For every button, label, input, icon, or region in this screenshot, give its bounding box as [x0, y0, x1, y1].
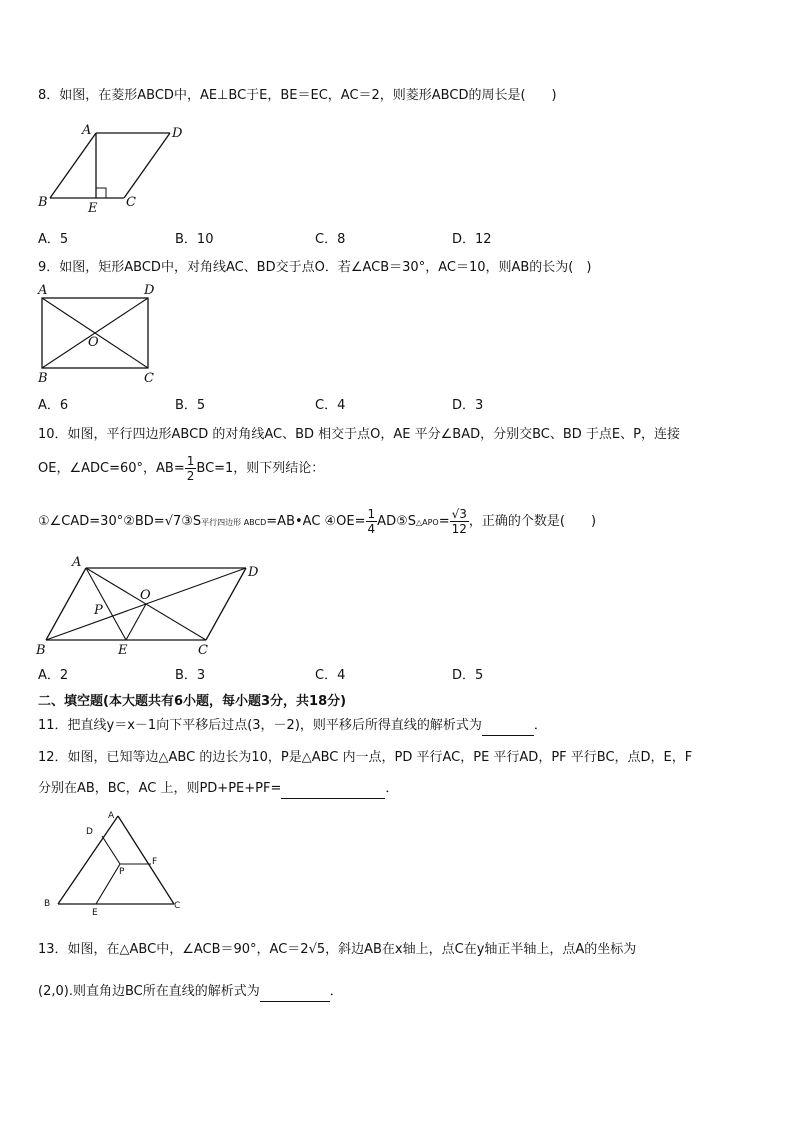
label-C: C	[144, 371, 154, 386]
question-8-text: 8．如图，在菱形ABCD中，AE⊥BC于E，BE＝EC，AC＝2，则菱形ABCD的周长是( )	[38, 88, 557, 103]
question-12-triangle-figure	[36, 808, 186, 918]
option-c: C．4	[315, 398, 346, 413]
label-B: B	[36, 643, 46, 658]
question-9-options	[38, 394, 738, 414]
label-D: D	[248, 565, 259, 580]
option-d: D．5	[452, 668, 484, 683]
label-C: C	[174, 901, 181, 911]
question-13-line1: 13．如图，在△ABC中，∠ACB＝90°，AC＝2√5，斜边AB在x轴上，点C在y轴正半轴上，点A的坐标为	[38, 942, 637, 957]
option-b: B．5	[175, 398, 206, 413]
question-10-options	[38, 664, 738, 684]
answer-blank-12[interactable]	[281, 784, 385, 799]
question-9-text: 9．如图，矩形ABCD中，对角线AC、BD交于点O．若∠ACB＝30°，AC＝10，则AB的长为( )	[38, 260, 592, 275]
label-B: B	[44, 899, 51, 909]
label-A: A	[38, 283, 48, 298]
question-9-rectangle-figure	[30, 282, 170, 388]
question-12-line2: 分别在AB，BC，AC 上，则PD+PE+PF= ．	[38, 779, 398, 799]
option-a: A．6	[38, 398, 69, 413]
question-11: 11．把直线y＝x－1向下平移后过点(3，－2)，则平移后所得直线的解析式为 ．	[38, 716, 547, 736]
label-D: D	[144, 283, 155, 298]
question-8-options	[38, 228, 738, 248]
label-A: A	[82, 123, 92, 138]
fraction-one-half: $\frac{1}{2}$	[186, 454, 195, 483]
option-d: D．12	[452, 232, 492, 247]
answer-blank-11[interactable]	[482, 721, 534, 736]
label-F: F	[152, 857, 158, 867]
label-P: P	[119, 867, 125, 877]
label-E: E	[118, 643, 128, 658]
question-8-rhombus-figure	[30, 118, 200, 218]
answer-blank-13[interactable]	[260, 987, 330, 1002]
option-c: C．4	[315, 668, 346, 683]
option-a: A．2	[38, 668, 69, 683]
label-B: B	[38, 195, 48, 210]
label-B: B	[38, 371, 48, 386]
option-b: B．3	[175, 668, 206, 683]
label-A: A	[72, 555, 82, 570]
option-b: B．10	[175, 232, 214, 247]
label-E: E	[92, 908, 98, 918]
question-10-line2: OE，∠ADC=60°，AB= $\frac{1}{2}$ BC=1，则下列结论：	[38, 454, 325, 483]
label-C: C	[198, 643, 208, 658]
option-d: D．3	[452, 398, 484, 413]
question-10-line1: 10．如图，平行四边形ABCD 的对角线AC、BD 相交于点O，AE 平分∠BAD，分别交BC、BD 于点E、P，连接	[38, 427, 680, 442]
label-E: E	[88, 201, 98, 216]
label-O: O	[88, 335, 99, 350]
label-O: O	[140, 588, 151, 603]
option-c: C．8	[315, 232, 346, 247]
section-2-heading: 二、填空题(本大题共有6小题，每小题3分，共18分)	[38, 694, 347, 709]
label-C: C	[126, 195, 136, 210]
question-10-parallelogram-figure	[30, 552, 270, 660]
option-a: A．5	[38, 232, 69, 247]
fraction-one-quarter: $\frac{1}{4}$	[367, 507, 376, 536]
label-D: D	[172, 126, 183, 141]
label-A: A	[108, 811, 115, 821]
question-13-line2: (2,0).则直角边BC所在直线的解析式为 ．	[38, 982, 343, 1002]
fraction-sqrt3-over-12: $\frac{√3}{12}$	[451, 507, 467, 536]
label-D: D	[86, 827, 93, 837]
label-P: P	[94, 603, 103, 618]
question-12-line1: 12．如图，已知等边△ABC 的边长为10，P是△ABC 内一点，PD 平行AC，PE 平行AD，PF 平行BC，点D，E，F	[38, 750, 693, 765]
question-10-line3: ①∠CAD=30°②BD=√7③S平行四边形 ABCD=AB•AC ④OE= $\frac{1}{4}$ AD⑤S△APO= $\frac{√3}{12}$ ，正确的个数是( )	[38, 507, 597, 536]
